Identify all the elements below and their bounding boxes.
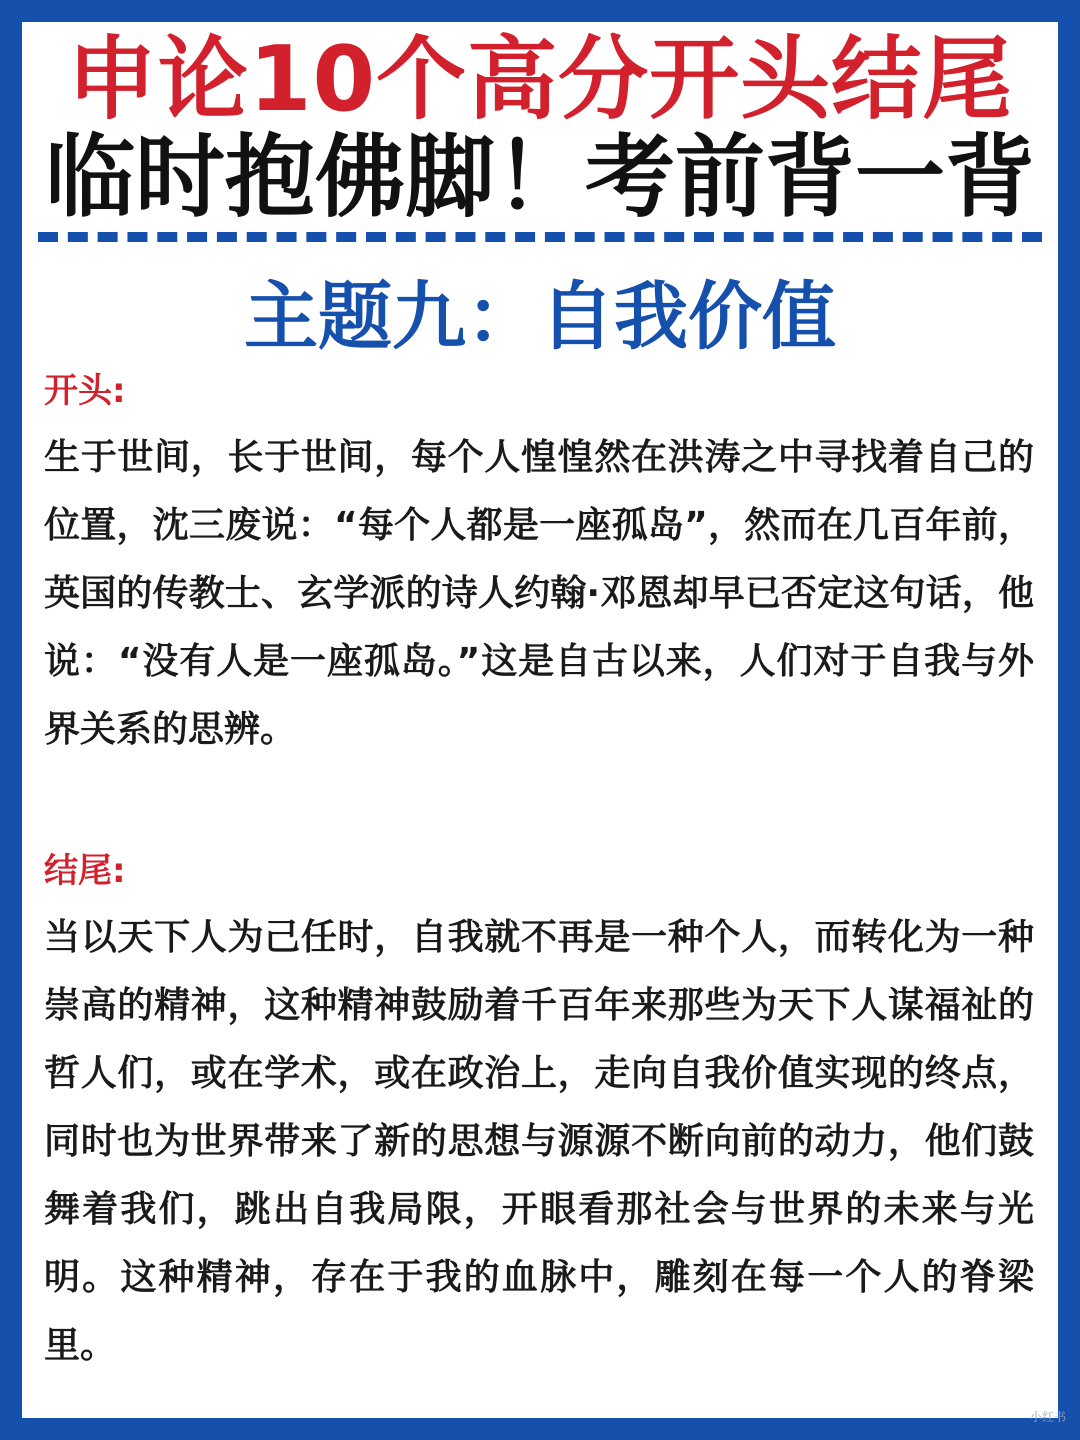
dashed-divider <box>38 232 1042 242</box>
closing-paragraph: 当以天下人为己任时，自我就不再是一种个人，而转化为一种崇高的精神，这种精神鼓励着千百年来那些为天下人谋福祉的哲人们，或在学术，或在政治上，走向自我价值实现的终点，同时也为世界带来了新的思想与源源不断向前的动力，他们鼓舞着我们，跳出自我局限，开眼看那社会与世界的未来与光明。这种精神，存在于我的血脉中，雕刻在每一个人的脊梁里。 <box>44 917 1034 1366</box>
opening-paragraph: 生于世间，长于世间，每个人惶惶然在洪涛之中寻找着自己的位置，沈三废说：“每个人都是一座孤岛”，然而在几百年前，英国的传教士、玄学派的诗人约翰·邓恩却早已否定这句话，他说：“没有人是一座孤岛。”这是自古以来，人们对于自我与外界关系的思辨。 <box>44 437 1034 750</box>
subtitle: 临时抱佛脚！考前背一背 <box>45 125 1035 230</box>
main-title: 申论10个高分开头结尾 <box>66 27 1014 132</box>
watermark-logo: 小红书 <box>1030 1410 1067 1424</box>
opening-label: 开头: <box>44 371 126 411</box>
closing-label: 结尾: <box>44 851 126 891</box>
theme-heading: 主题九：自我价值 <box>244 274 836 360</box>
